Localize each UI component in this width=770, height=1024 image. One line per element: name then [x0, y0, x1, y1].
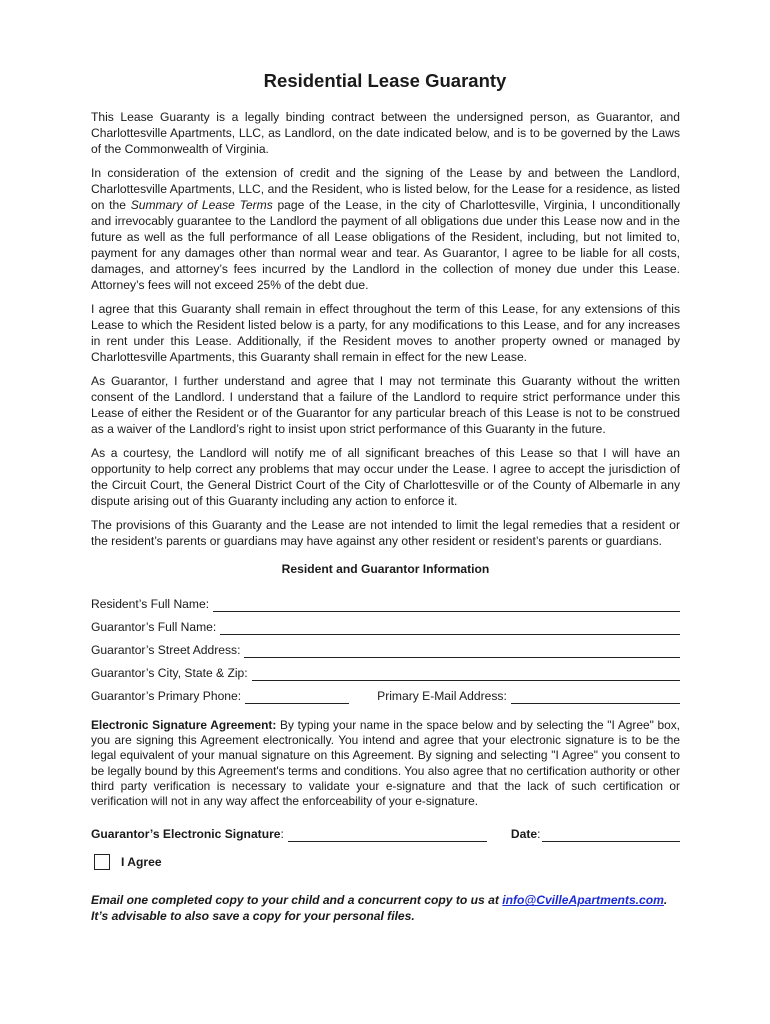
guarantor-name-field[interactable]: [220, 621, 680, 635]
date-label: Date: [510, 827, 538, 842]
phone-field[interactable]: [245, 690, 349, 704]
signature-row: Guarantor’s Electronic Signature : Date :: [91, 826, 680, 842]
date-field[interactable]: [542, 828, 680, 842]
email-note: Email one completed copy to your child and a concurrent copy to us at info@CvilleApartments.com. It’s advisable to also save a copy for your personal files.: [91, 893, 668, 924]
document-title: Residential Lease Guaranty: [263, 70, 507, 91]
save-copy-note: It’s advisable to also save a copy for your personal files.: [91, 909, 415, 924]
contact-row: [91, 681, 680, 704]
document-body: [91, 109, 680, 924]
esig-text: By typing your name in the space below and by selecting the "I Agree" box, you are signing this Agreement electronically. You intend and agree that your electronic signature is to be the legal equivalent of your manual signature on this Agreement. By signing and selecting "I Agree" you consent to be legally bound by this Agreement's terms and conditions. You also agree that no certification authority or other third party verification is necessary to validate your e-signature and that the lack of such certification or verification will not in any way affect the enforceability of your e-signature.: [91, 717, 680, 808]
term-paragraph: I agree that this Guaranty shall remain in effect throughout the term of this Lease, for any extensions of this Lease to which the Resident listed below is a party, for any modifications to this Lease, and for any increases in rent under this Lease. Additionally, if the Resident moves to another property owned or managed by Charlottesville Apartments, this Guaranty shall remain in effect for the new Lease.: [91, 302, 680, 365]
email-field[interactable]: [511, 690, 680, 704]
consideration-paragraph: In consideration of the extension of credit and the signing of the Lease by and between the Landlord, Charlottesville Apartments, LLC, and the Resident, who is listed below, for the Lease for a residence, as listed on the Summary of Lease Terms page of the Lease, in the city of Charlottesville, Virginia, I unconditionally and irrevocably guarantee to the Landlord the payment of all obligations due under this Lease now and in the future as well as the full performance of all Lease obligations of the Resident, including, but not limited to, payment for any damages other than normal wear and tear. As Guarantor, I agree to be liable for all costs, damages, and attorney’s fees incurred by the Landlord in the collection of money due under this Lease. Attorney’s fees will not exceed 25% of the debt due.: [91, 165, 680, 293]
section-title: Resident and Guarantor Information: [281, 561, 490, 576]
intro-paragraph: This Lease Guaranty is a legally binding contract between the undersigned person, as Guarantor, and Charlottesville Apartments, LLC, as Landlord, on the date indicated below, and is to be governed by the Laws of the Commonwealth of Virginia.: [91, 110, 680, 157]
street-label: Guarantor’s Street Address:: [91, 642, 241, 657]
esig-heading: Electronic Signature Agreement:: [91, 717, 277, 732]
resident-name-row: [91, 589, 680, 612]
city-label: Guarantor’s City, State & Zip:: [91, 665, 248, 680]
city-row: [91, 658, 680, 681]
email-label: Primary E-Mail Address:: [377, 688, 507, 703]
street-field[interactable]: [244, 644, 680, 658]
summary-of-lease-terms: Summary of Lease Terms: [130, 197, 273, 212]
esig-agreement: [91, 718, 680, 809]
resident-name-label: Resident’s Full Name:: [91, 596, 210, 611]
agree-label: I Agree: [121, 855, 162, 870]
street-row: [91, 635, 680, 658]
agree-checkbox[interactable]: [94, 854, 110, 870]
phone-label: Guarantor’s Primary Phone:: [91, 688, 242, 703]
provisions-paragraph: The provisions of this Guaranty and the Lease are not intended to limit the legal remedies that a resident or the resident’s parents or guardians may have against any other resident or resident’s parents or guardians.: [91, 517, 680, 548]
termination-paragraph: As Guarantor, I further understand and agree that I may not terminate this Guaranty without the written consent of the Landlord. I understand that a failure of the Landlord to require strict performance under this Lease of either the Resident or of the Guarantor for any particular breach of this Lease is not to be construed as a waiver of the Landlord’s right to insist upon strict performance of this Guaranty in the future.: [91, 373, 680, 437]
signature-label: Guarantor’s Electronic Signature: [91, 827, 281, 842]
email-link[interactable]: info@CvilleApartments.com: [502, 893, 664, 908]
city-field[interactable]: [252, 667, 680, 681]
guarantor-name-row: [91, 612, 680, 635]
resident-name-field[interactable]: [213, 598, 680, 612]
agree-row: [91, 854, 680, 870]
guarantor-name-label: Guarantor’s Full Name:: [91, 619, 217, 634]
signature-field[interactable]: [288, 828, 487, 842]
courtesy-paragraph: As a courtesy, the Landlord will notify me of all significant breaches of this Lease so that I will have an opportunity to help correct any problems that may occur under the Lease. I agree to accept the jurisdiction of the Circuit Court, the General District Court of the City of Charlottesville or of the County of Albemarle in any dispute arising out of this Guaranty including any action to enforce it.: [91, 445, 680, 509]
